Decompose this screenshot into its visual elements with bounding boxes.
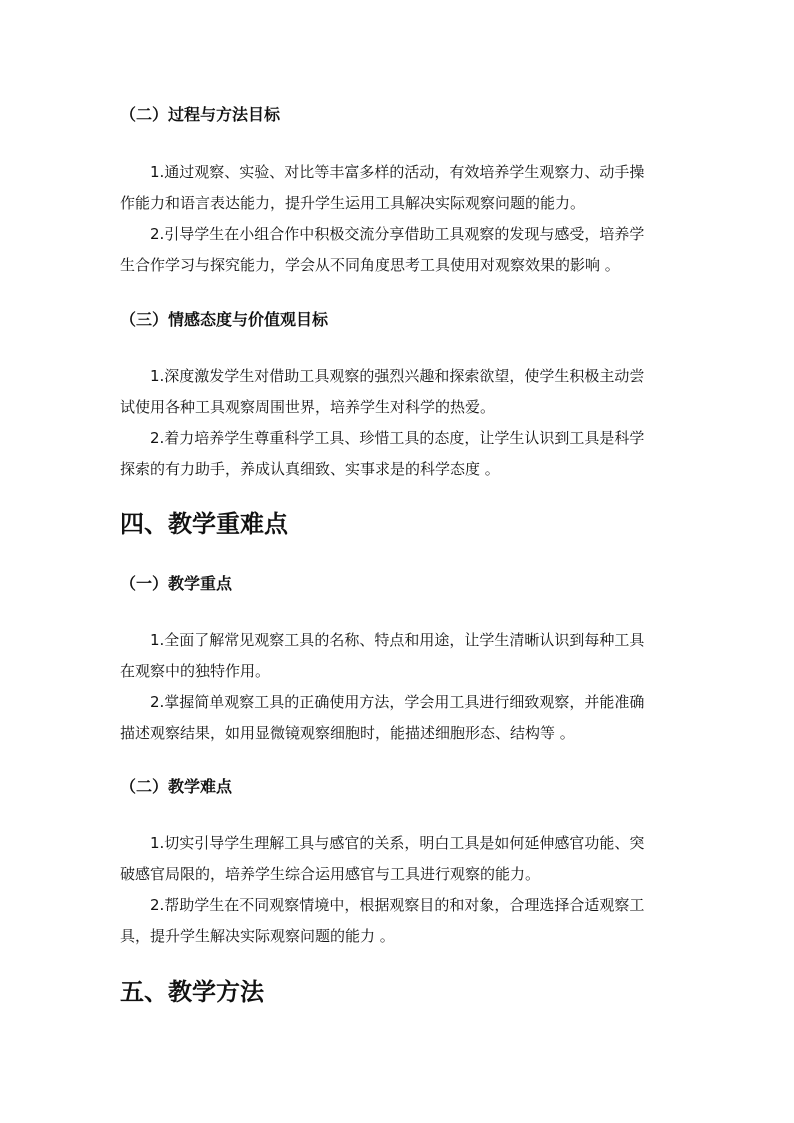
paragraph-process-2 (120, 219, 676, 281)
section-heading-key-points: （一）教学重点 (120, 574, 233, 593)
paragraph-line: 破感官局限的，培养学生综合运用感官与工具进行观察的能力。 (120, 865, 541, 883)
paragraph-line: 1.通过观察、实验、对比等丰富多样的活动，有效培养学生观察力、动手操 (150, 163, 645, 181)
paragraph-line: 1.深度激发学生对借助工具观察的强烈兴趣和探索欲望，使学生积极主动尝 (150, 367, 645, 385)
paragraph-line: 在观察中的独特作用。 (120, 662, 271, 680)
paragraph-line: 2.帮助学生在不同观察情境中，根据观察目的和对象，合理选择合适观察工 (150, 896, 645, 914)
paragraph-key-2 (120, 687, 676, 749)
section-heading-process-method: （二）过程与方法目标 (120, 105, 281, 124)
paragraph-line: 作能力和语言表达能力，提升学生运用工具解决实际观察问题的能力。 (120, 194, 586, 212)
chapter-title-teaching-key-difficult: 四、教学重难点 (120, 510, 288, 538)
section-heading-difficult-points: （二）教学难点 (120, 777, 233, 796)
paragraph-line: 探索的有力助手，养成认真细致、实事求是的科学态度 。 (120, 460, 500, 478)
paragraph-line: 生合作学习与探究能力，学会从不同角度思考工具使用对观察效果的影响 。 (120, 256, 620, 274)
paragraph-process-1 (120, 157, 676, 219)
paragraph-line: 1.全面了解常见观察工具的名称、特点和用途，让学生清晰认识到每种工具 (150, 631, 645, 649)
paragraph-emotion-2 (120, 423, 676, 485)
paragraph-difficult-2 (120, 890, 676, 952)
paragraph-emotion-1 (120, 361, 676, 423)
paragraph-line: 具，提升学生解决实际观察问题的能力 。 (120, 927, 395, 945)
section-heading-emotion-values: （三）情感态度与价值观目标 (120, 310, 329, 329)
chapter-title-teaching-methods: 五、教学方法 (120, 978, 264, 1006)
paragraph-line: 2.掌握简单观察工具的正确使用方法，学会用工具进行细致观察，并能准确 (150, 693, 645, 711)
paragraph-line: 2.着力培养学生尊重科学工具、珍惜工具的态度，让学生认识到工具是科学 (150, 429, 645, 447)
paragraph-difficult-1 (120, 828, 676, 890)
paragraph-line: 描述观察结果，如用显微镜观察细胞时，能描述细胞形态、结构等 。 (120, 724, 575, 742)
paragraph-line: 试使用各种工具观察周围世界，培养学生对科学的热爱。 (120, 398, 496, 416)
paragraph-line: 2.引导学生在小组合作中积极交流分享借助工具观察的发现与感受，培养学 (150, 225, 645, 243)
paragraph-key-1 (120, 625, 676, 687)
paragraph-line: 1.切实引导学生理解工具与感官的关系，明白工具是如何延伸感官功能、突 (150, 834, 645, 852)
